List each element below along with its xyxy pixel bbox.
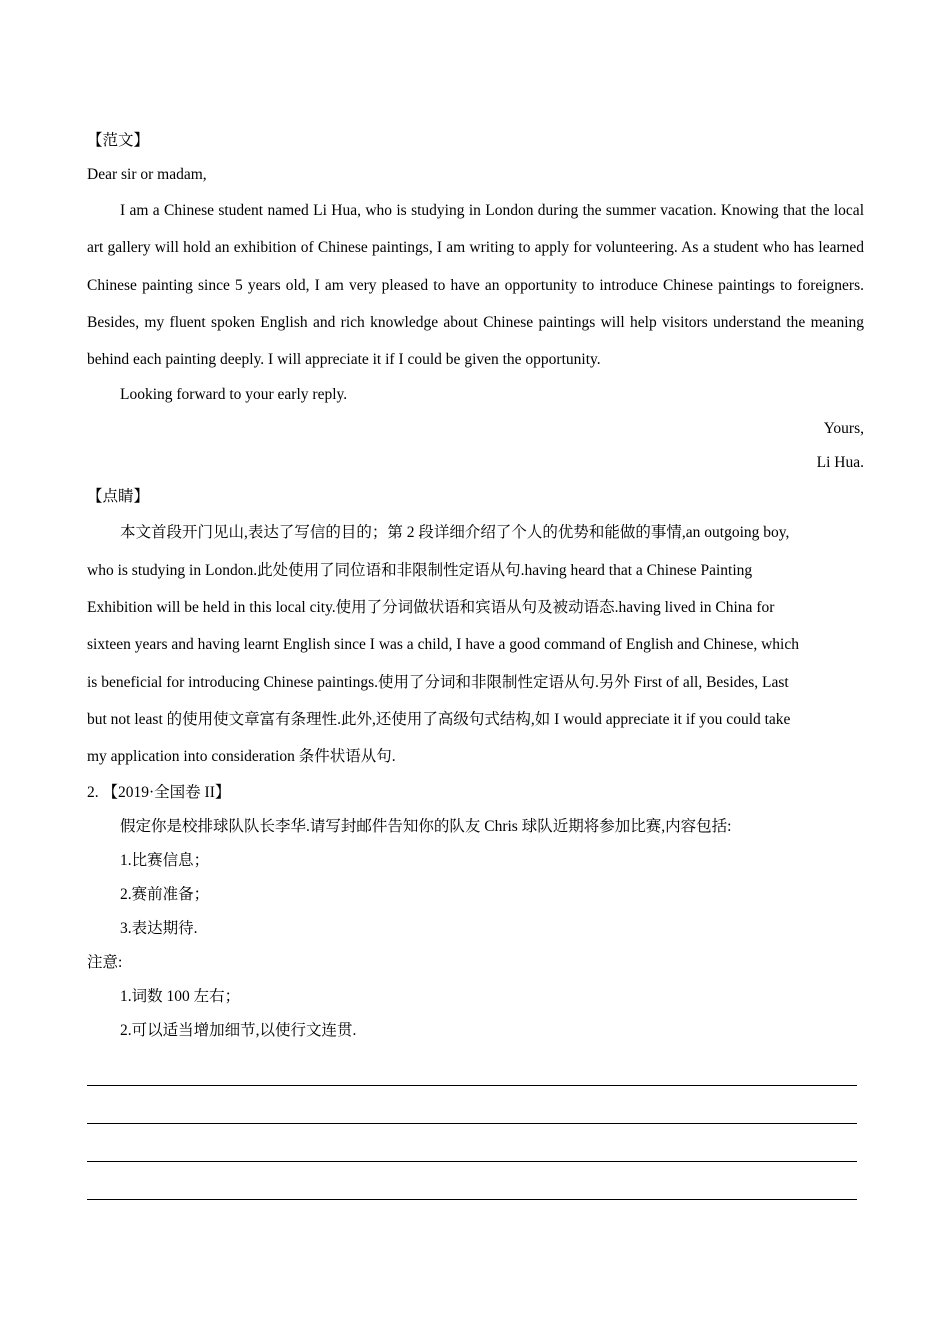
question-prompt: 假定你是校排球队队长李华.请写封邮件告知你的队友 Chris 球队近期将参加比赛,内容包括:	[120, 817, 732, 835]
question-title: 2. 【2019·全国卷 II】	[87, 783, 231, 801]
question-item: 2.赛前准备；	[120, 885, 210, 903]
answer-line	[87, 1162, 857, 1200]
document-page	[87, 124, 864, 1200]
answer-line	[87, 1086, 857, 1124]
commentary-text	[87, 514, 864, 775]
note-item: 2.可以适当增加细节,以使行文连贯.	[120, 1021, 357, 1039]
note-item: 1.词数 100 左右；	[120, 987, 241, 1005]
commentary-line: Exhibition will be held in this local city.使用了分词做状语和宾语从句及被动语态.having lived in China for	[87, 599, 775, 617]
commentary-line: who is studying in London.此处使用了同位语和非限制性定语从句.having heard that a Chinese Painting	[87, 561, 753, 579]
commentary-line: is beneficial for introducing Chinese paintings.使用了分词和非限制性定语从句.另外 First of all, Besides, Last	[87, 673, 789, 691]
commentary-line: but not least 的使用使文章富有条理性.此外,还使用了高级句式结构,如 I would appreciate it if you could take	[87, 710, 791, 728]
question-item: 3.表达期待.	[120, 919, 198, 937]
letter-body: I am a Chinese student named Li Hua, who is studying in London during the summer vacation. Knowing that the local art gallery will hold an exhibition of Chinese paintings, I am writing to apply for volunteering. As a student who has learned Chinese painting since 5 years old, I am very pleased to have an opportunity to introduce Chinese paintings to foreigners. Besides, my fluent spoken English and rich knowledge about Chinese paintings will help visitors understand the meaning behind each painting deeply. I will appreciate it if I could be given the opportunity.	[87, 202, 864, 369]
commentary-line: sixteen years and having learnt English since I was a child, I have a good command of English and Chinese, which	[87, 636, 799, 654]
notes-label: 注意:	[87, 953, 123, 971]
question-item: 1.比赛信息；	[120, 851, 210, 869]
commentary-line: my application into consideration 条件状语从句.	[87, 748, 396, 766]
model-essay-header: 【范文】	[87, 132, 150, 149]
letter-signoff: Yours,	[823, 420, 864, 438]
answer-line	[87, 1048, 857, 1086]
answer-line	[87, 1124, 857, 1162]
answer-lines	[87, 1048, 864, 1200]
letter-signature: Li Hua.	[816, 454, 864, 472]
letter-closing-line: Looking forward to your early reply.	[120, 386, 348, 404]
commentary-line: 本文首段开门见山,表达了写信的目的；第 2 段详细介绍了个人的优势和能做的事情,an outgoing boy,	[120, 524, 790, 542]
letter-salutation: Dear sir or madam,	[87, 166, 207, 183]
commentary-header: 【点睛】	[87, 488, 150, 506]
